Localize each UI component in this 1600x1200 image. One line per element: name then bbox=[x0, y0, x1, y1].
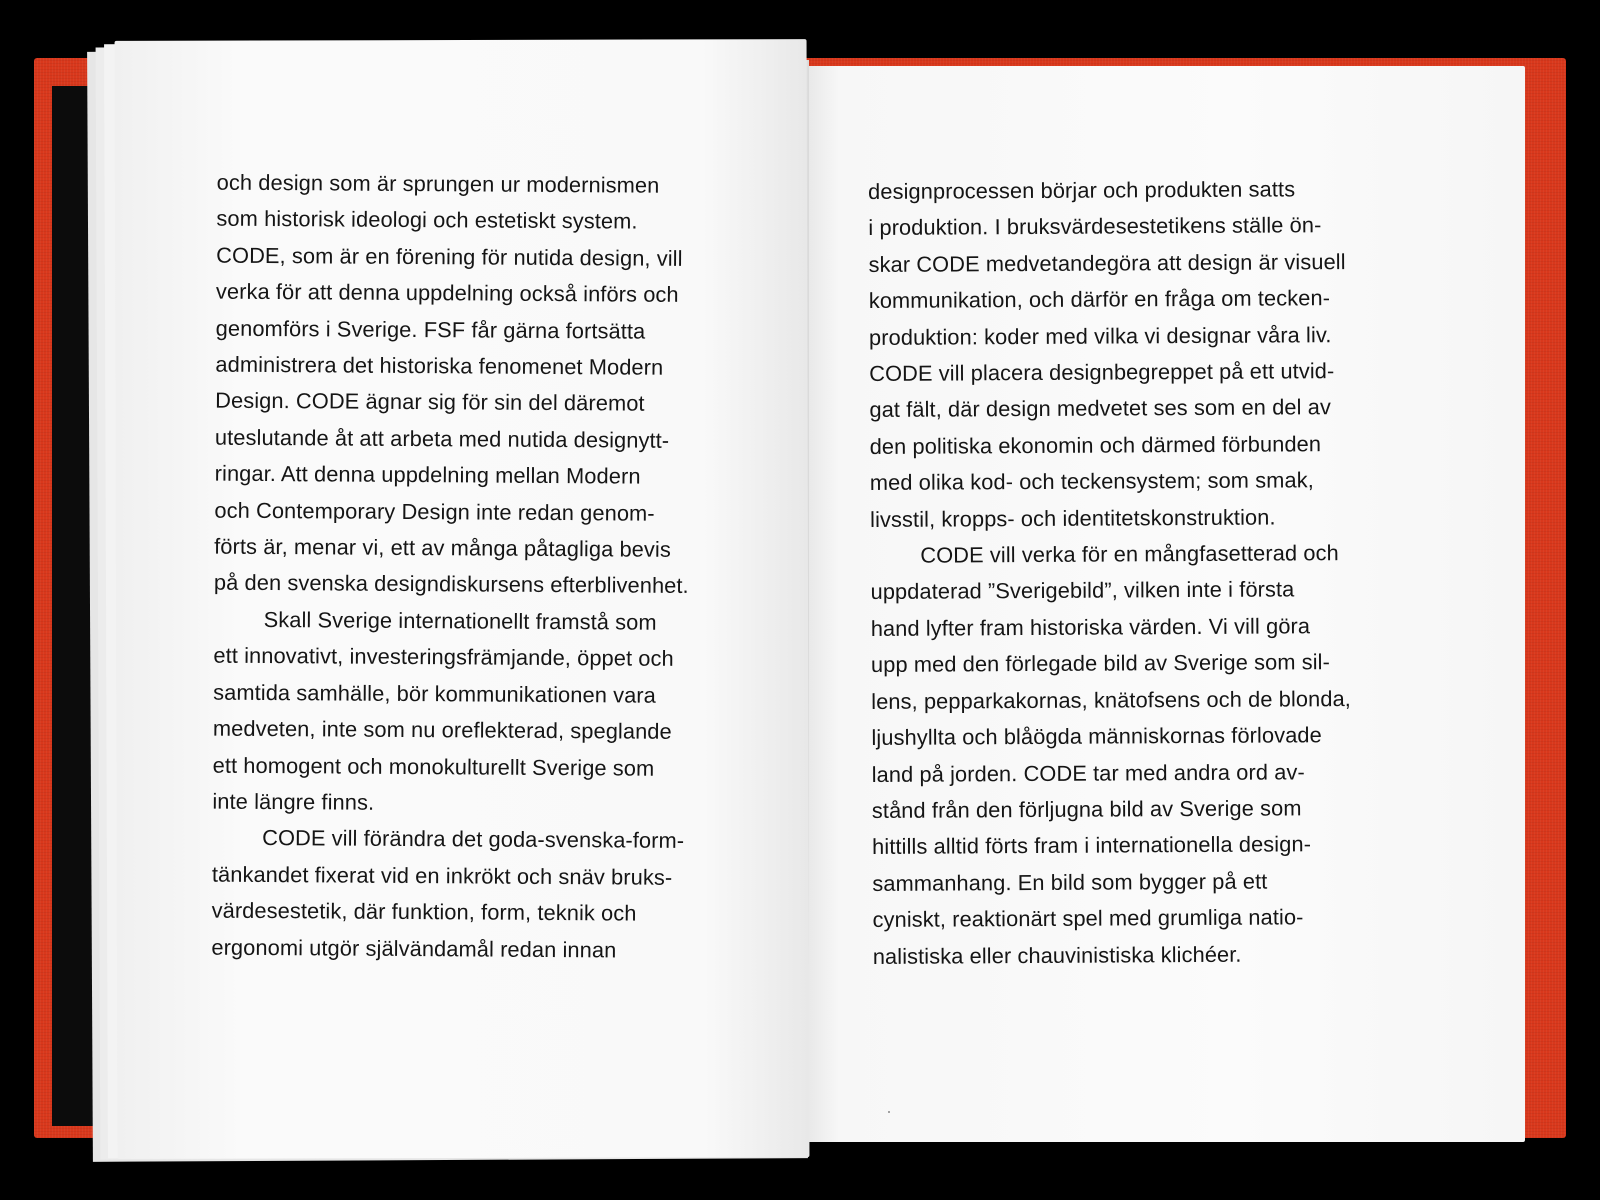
text-line: med olika kod- och teckensystem; som smak, bbox=[869, 467, 1314, 496]
text-line: den politiska ekonomin och därmed förbunden bbox=[869, 431, 1322, 459]
text-line: cyniskt, reaktionärt spel med grumliga natio- bbox=[872, 904, 1304, 933]
text-line: nalistiska eller chauvinistiska klichéer. bbox=[872, 941, 1242, 969]
text-line: livsstil, kropps- och identitetskonstruktion. bbox=[870, 504, 1276, 532]
text-line: ringar. Att denna uppdelning mellan Modern bbox=[214, 460, 641, 489]
paragraph bbox=[870, 535, 1433, 975]
text-line: och design som är sprungen ur modernismen bbox=[216, 169, 660, 198]
text-line: hand lyfter fram historiska värden. Vi vill göra bbox=[870, 613, 1311, 641]
paragraph bbox=[214, 165, 737, 605]
text-line: medveten, inte som nu oreflekterad, speglande bbox=[212, 715, 672, 744]
left-page bbox=[115, 39, 810, 1159]
text-line: CODE vill förändra det goda-svenska-form- bbox=[262, 825, 685, 854]
text-line: kommunikation, och därför en fråga om tecken- bbox=[868, 285, 1331, 314]
text-line: Design. CODE ägnar sig för sin del däremot bbox=[215, 388, 645, 417]
text-line: stånd från den förljugna bild av Sverige som bbox=[871, 795, 1302, 823]
text-line: verka för att denna uppdelning också införs och bbox=[215, 278, 679, 308]
paragraph bbox=[211, 820, 732, 969]
text-line: CODE, som är en förening för nutida design, vill bbox=[216, 242, 683, 271]
text-line: uteslutande åt att arbeta med nutida designytt- bbox=[214, 424, 670, 453]
text-line: och Contemporary Design inte redan genom- bbox=[214, 497, 655, 526]
text-line: i produktion. I bruksvärdesestetikens ställe ön- bbox=[868, 212, 1322, 241]
text-line: på den svenska designdiskursens efterblivenhet. bbox=[213, 570, 689, 599]
text-line: genomförs i Sverige. FSF får gärna fortsätta bbox=[215, 315, 646, 344]
text-line: skar CODE medvetandegöra att design är visuell bbox=[868, 248, 1346, 277]
text-line: samtida samhälle, bör kommunikationen vara bbox=[213, 679, 657, 708]
text-line: ett innovativt, investeringsfrämjande, öppet och bbox=[213, 642, 674, 672]
text-line: inte längre finns. bbox=[212, 788, 375, 815]
right-page-body-text bbox=[868, 171, 1433, 975]
text-line: designprocessen börjar och produkten satts bbox=[868, 176, 1296, 204]
text-line: produktion: koder med vilka vi designar våra liv. bbox=[868, 321, 1332, 350]
text-line: gat fält, där design medvetet ses som en del av bbox=[869, 394, 1331, 423]
paragraph bbox=[212, 602, 734, 824]
text-line: CODE vill verka för en mångfasetterad och bbox=[920, 540, 1339, 568]
left-page-body-text bbox=[211, 165, 737, 970]
text-line: som historisk ideologi och estetiskt system. bbox=[216, 206, 638, 234]
text-line: upp med den förlegade bild av Sverige som sil- bbox=[870, 649, 1331, 678]
text-line: tänkandet fixerat vid en inkrökt och snäv bruks- bbox=[211, 861, 673, 890]
text-line: värdesestetik, där funktion, form, teknik och bbox=[211, 897, 637, 926]
text-line: administrera det historiska fenomenet Modern bbox=[215, 351, 664, 380]
text-line: sammanhang. En bild som bygger på ett bbox=[872, 868, 1268, 896]
text-line: CODE vill placera designbegreppet på ett utvid- bbox=[869, 358, 1335, 387]
text-line: Skall Sverige internationellt framstå som bbox=[263, 606, 657, 635]
text-line: ljushyllta och blåögda människornas förlovade bbox=[871, 722, 1322, 751]
right-page bbox=[803, 66, 1525, 1142]
text-line: lens, pepparkakornas, knätofsens och de blonda, bbox=[871, 685, 1352, 714]
text-line: förts är, menar vi, ett av många påtagliga bevis bbox=[214, 533, 671, 562]
text-line: uppdaterad ”Sverigebild”, vilken inte i första bbox=[870, 576, 1295, 605]
text-line: land på jorden. CODE tar med andra ord av- bbox=[871, 758, 1305, 787]
paragraph bbox=[868, 171, 1430, 538]
text-line: ett homogent och monokulturellt Sverige som bbox=[212, 752, 655, 781]
text-line: ergonomi utgör självändamål redan innan bbox=[211, 934, 617, 962]
text-line: hittills alltid förts fram i internationella design- bbox=[872, 831, 1312, 860]
paper-speck bbox=[888, 1111, 890, 1113]
